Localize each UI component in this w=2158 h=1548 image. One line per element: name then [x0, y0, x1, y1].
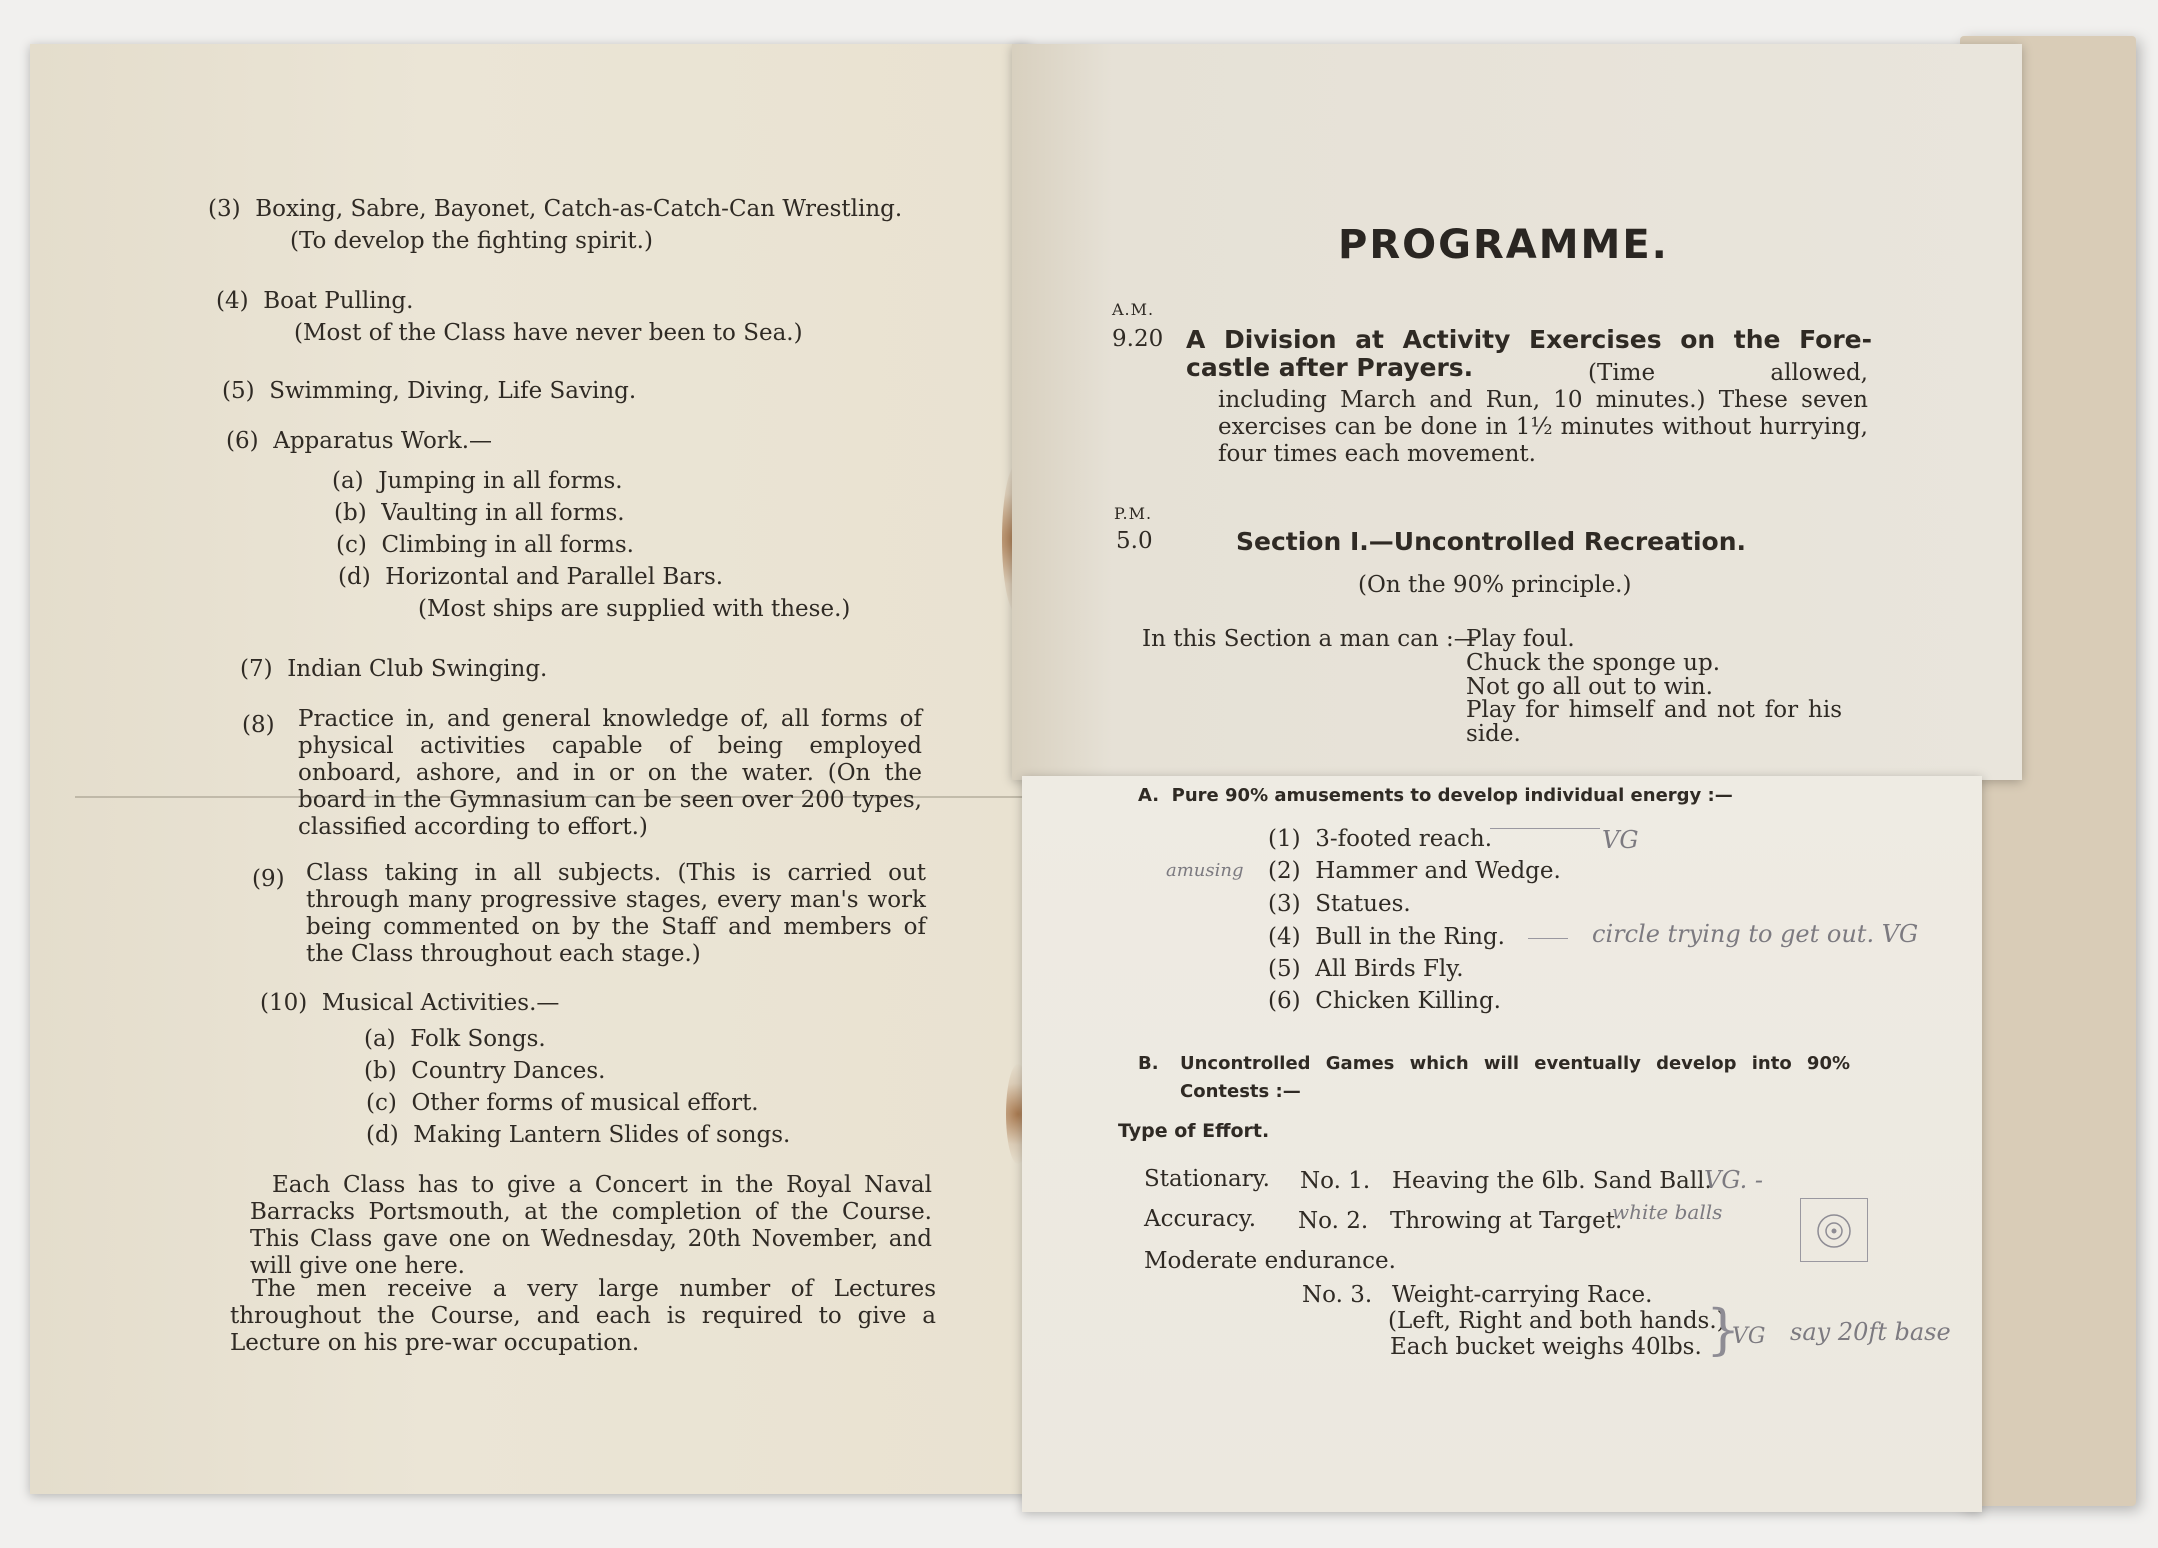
part-a-item: (6) Chicken Killing. — [1268, 988, 1501, 1014]
part-a-heading: A. Pure 90% amusements to develop individual energy :— — [1138, 785, 1733, 806]
item-4: (4) Boat Pulling. — [216, 288, 414, 314]
item-6-sub-a: (a) Jumping in all forms. — [332, 468, 623, 494]
part-a-item: (2) Hammer and Wedge. — [1268, 858, 1561, 884]
can-item: Not go all out to win. — [1466, 674, 1713, 700]
item-3-note: (To develop the fighting spirit.) — [290, 228, 653, 254]
target-icon — [1801, 1199, 1867, 1261]
item-9-text: Class taking in all subjects. (This is carried out through many progressive stages, every man's work being commented on by the Staff and members of the Class throughout each stage.) — [306, 860, 926, 967]
part-b-letter: B. — [1138, 1053, 1159, 1074]
section-intro: In this Section a man can :— — [1142, 626, 1477, 652]
effort-type: Moderate endurance. — [1144, 1248, 1396, 1274]
item-10-sub-d: (d) Making Lantern Slides of songs. — [366, 1122, 791, 1148]
can-item: Play for himself and not for his side. — [1466, 697, 1842, 747]
am-label: A.M. — [1112, 300, 1155, 319]
part-a-item: (1) 3-footed reach. — [1268, 826, 1493, 852]
pencil-line — [1490, 828, 1600, 829]
item-4-note: (Most of the Class have never been to Sea.) — [294, 320, 803, 346]
programme-title: PROGRAMME. — [1338, 222, 1669, 268]
can-item: Chuck the sponge up. — [1466, 650, 1721, 676]
am-note: (Time allowed, including March and Run, 10 minutes.) These seven exercises can be done in 1½ minutes without hurrying, four times each movement. — [1218, 360, 1868, 467]
item-3: (3) Boxing, Sabre, Bayonet, Catch-as-Catch-Can Wrestling. — [208, 196, 903, 222]
pencil-note: VG. - — [1704, 1166, 1764, 1194]
part-a-item: (3) Statues. — [1268, 891, 1411, 917]
effort-type: Accuracy. — [1144, 1206, 1257, 1232]
section-heading: Section I.—Uncontrolled Recreation. — [1236, 527, 1746, 556]
pencil-note: VG — [1602, 826, 1639, 854]
item-7: (7) Indian Club Swinging. — [240, 656, 548, 682]
part-b-heading: Uncontrolled Games which will eventually develop into 90% Contests :— — [1180, 1053, 1850, 1102]
section-note: (On the 90% principle.) — [1358, 572, 1632, 598]
effort-text: Throwing at Target. — [1390, 1208, 1623, 1234]
target-sketch — [1800, 1198, 1868, 1262]
item-6-note: (Most ships are supplied with these.) — [418, 596, 851, 622]
item-6-sub-b: (b) Vaulting in all forms. — [334, 500, 625, 526]
pencil-note: say 20ft base — [1790, 1318, 1951, 1346]
item-8-num: (8) — [242, 712, 275, 738]
item-6-sub-c: (c) Climbing in all forms. — [336, 532, 634, 558]
pencil-note: circle trying to get out. VG — [1592, 920, 1919, 948]
am-heading: A Division at Activity Exercises on the Fore-castle after Prayers. — [1186, 325, 1872, 382]
item-6: (6) Apparatus Work.— — [226, 428, 493, 454]
item-6-sub-d: (d) Horizontal and Parallel Bars. — [338, 564, 724, 590]
pm-time: 5.0 — [1116, 528, 1153, 554]
curly-brace: } — [1706, 1298, 1741, 1361]
lectures-paragraph: The men receive a very large number of Lectures throughout the Course, and each is required to give a Lecture on his pre-war occupation. — [230, 1276, 936, 1356]
pencil-note: VG — [1732, 1324, 1766, 1349]
concert-paragraph: Each Class has to give a Concert in the Royal Naval Barracks Portsmouth, at the completion of the Course. This Class gave one on Wednesday, 20th November, and will give one here. — [250, 1172, 932, 1279]
effort-no: No. 1. — [1300, 1168, 1371, 1194]
item-10-sub-c: (c) Other forms of musical effort. — [366, 1090, 759, 1116]
effort-text: Weight-carrying Race. — [1392, 1282, 1653, 1308]
item-10: (10) Musical Activities.— — [260, 990, 560, 1016]
can-item: Play foul. — [1466, 626, 1575, 652]
effort-no: No. 2. — [1298, 1208, 1369, 1234]
part-a-item: (5) All Birds Fly. — [1268, 956, 1464, 982]
pencil-note: white balls — [1612, 1200, 1723, 1224]
effort-type: Stationary. — [1144, 1166, 1270, 1192]
pm-label: P.M. — [1114, 504, 1153, 523]
pencil-line — [1528, 938, 1568, 939]
item-5: (5) Swimming, Diving, Life Saving. — [222, 378, 637, 404]
part-a-item: (4) Bull in the Ring. — [1268, 924, 1505, 950]
item-10-sub-b: (b) Country Dances. — [364, 1058, 606, 1084]
am-time: 9.20 — [1112, 326, 1164, 352]
race-detail: Each bucket weighs 40lbs. — [1390, 1334, 1702, 1360]
effort-text: Heaving the 6lb. Sand Ball. — [1392, 1168, 1712, 1194]
item-10-sub-a: (a) Folk Songs. — [364, 1026, 546, 1052]
type-of-effort-heading: Type of Effort. — [1118, 1120, 1270, 1142]
item-8-text: Practice in, and general knowledge of, all forms of physical activities capable of being employed onboard, ashore, and in or on the water. (On the board in the Gymnasium can be seen over 200 types, classified according to effort.) — [298, 706, 922, 840]
effort-no: No. 3. — [1302, 1282, 1373, 1308]
pencil-note: amusing — [1166, 860, 1244, 881]
item-9-num: (9) — [252, 866, 285, 892]
race-detail: (Left, Right and both hands.) — [1388, 1308, 1726, 1334]
